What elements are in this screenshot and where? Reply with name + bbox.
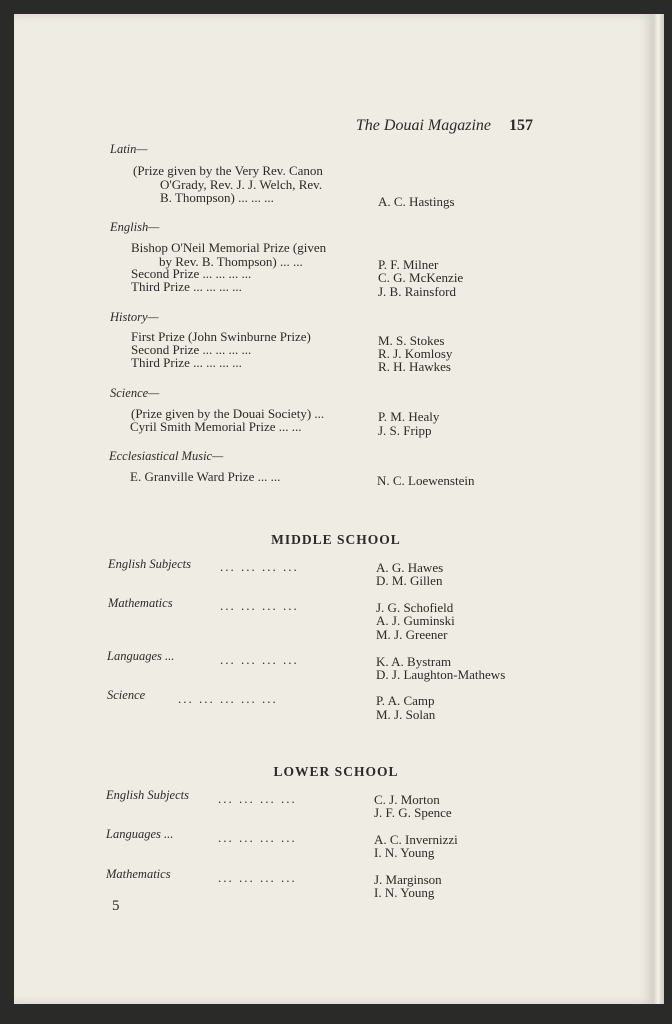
winner-name: J. G. Schofield [376,600,454,615]
subject-languages: Languages ... [107,649,175,663]
subject-ecclesiastical-music: Ecclesiastical Music— [109,449,224,463]
winner-name: P. M. Healy [378,409,440,424]
subject-languages: Languages ... [106,827,174,841]
prize-line: (Prize given by the Douai Society) ... [131,406,325,421]
winner-name: D. M. Gillen [376,573,443,588]
winner-name: J. Marginson [374,872,442,887]
prize-line: Third Prize ... ... ... ... [131,279,242,294]
prize-line: (Prize given by the Very Rev. Canon [133,163,323,178]
prize-line: O'Grady, Rev. J. J. Welch, Rev. [160,177,323,192]
leader-dots: ... ... ... ... ... [178,691,278,706]
winner-name: D. J. Laughton-Mathews [376,667,506,682]
winner-name: M. S. Stokes [378,333,445,348]
subject-english-subjects: English Subjects [108,557,191,571]
prize-line: B. Thompson) ... ... ... [160,190,274,205]
section-title-lower-school: LOWER SCHOOL [273,764,399,779]
leader-dots: ... ... ... ... [218,791,297,806]
subject-latin: Latin— [110,142,148,156]
subject-science: Science— [110,386,160,400]
winner-name: P. F. Milner [378,257,439,272]
signature-mark: 5 [112,898,120,914]
page [14,14,654,1004]
winner-name: A. C. Hastings [378,194,455,209]
leader-dots: ... ... ... ... [218,870,297,885]
leader-dots: ... ... ... ... [220,559,299,574]
prize-line: Bishop O'Neil Memorial Prize (given [131,240,327,255]
subject-english: English— [110,220,160,234]
winner-name: A. G. Hawes [376,560,444,575]
prize-line: by Rev. B. Thompson) ... ... [159,254,303,269]
winner-name: N. C. Loewenstein [377,473,475,488]
section-title-middle-school: MIDDLE SCHOOL [271,532,401,547]
subject-mathematics: Mathematics [108,596,173,610]
subject-english-subjects: English Subjects [106,788,189,802]
winner-name: J. F. G. Spence [374,805,452,820]
winner-name: P. A. Camp [376,693,435,708]
leader-dots: ... ... ... ... [220,598,299,613]
prize-line: Cyril Smith Memorial Prize ... ... [130,419,302,434]
winner-name: C. G. McKenzie [378,270,464,285]
winner-name: C. J. Morton [374,792,440,807]
winner-name: K. A. Bystram [376,654,452,669]
winner-name: A. C. Invernizzi [374,832,458,847]
winner-name: M. J. Greener [376,627,448,642]
running-header [0,117,533,135]
subject-mathematics: Mathematics [106,867,171,881]
winner-name: M. J. Solan [376,707,436,722]
prize-line: Second Prize ... ... ... ... [131,342,252,357]
leader-dots: ... ... ... ... [220,652,299,667]
subject-science: Science [107,688,146,702]
publication-title: The Douai Magazine [355,117,491,134]
subject-history: History— [110,310,159,324]
page-number: 157 [509,117,533,134]
prize-line: E. Granville Ward Prize ... ... [130,469,281,484]
winner-name: R. H. Hawkes [378,359,451,374]
winner-name: J. B. Rainsford [378,284,456,299]
prize-line: Second Prize ... ... ... ... [131,266,252,281]
prize-line: First Prize (John Swinburne Prize) [131,329,311,344]
winner-name: R. J. Komlosy [378,346,453,361]
page-edge [654,14,664,1004]
winner-name: I. N. Young [374,845,435,860]
winner-name: I. N. Young [374,885,435,900]
winner-name: J. S. Fripp [378,423,432,438]
leader-dots: ... ... ... ... [218,830,297,845]
winner-name: A. J. Guminski [376,613,455,628]
prize-line: Third Prize ... ... ... ... [131,355,242,370]
